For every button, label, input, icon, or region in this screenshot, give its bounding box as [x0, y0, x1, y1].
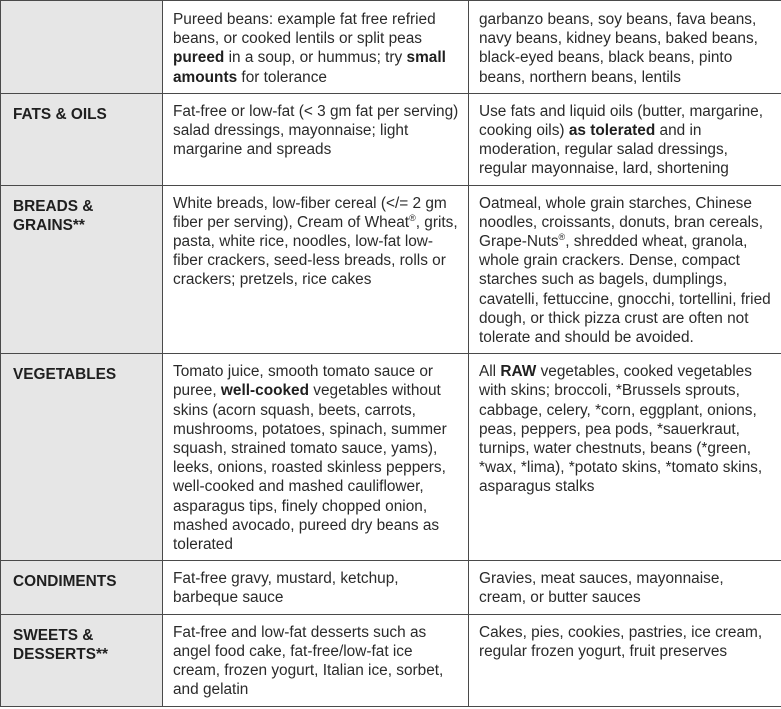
tolerated-foods-cell [163, 185, 469, 354]
cell-text: vegetables without skins (acorn squash, beets, carrots, mushrooms, potatoes, spinach, summer squash, strained tomato sauce, yams), leeks, onions, roasted skinless peppers, well-cooked and mashed cauliflower, asparagus tips, finely chopped onion, mashed avocado, pureed dry beans as tolerated [173, 382, 447, 554]
category-cell: FATS & OILS [1, 93, 163, 185]
cell-text: Fat-free and low-fat desserts such as angel food cake, fat-free/low-fat ice cream, frozen yogurt, Italian ice, sorbet, and gelatin [173, 623, 444, 699]
category-cell: VEGETABLES [1, 354, 163, 561]
avoid-foods-cell [469, 354, 781, 561]
cell-text: , shredded wheat, granola, whole grain crackers. Dense, compact starches such as bagels, dumplings, cavatelli, fettuccine, gnocchi, tortellini, fried dough, or thick pizza crust are often not tolerate and should be avoided. [479, 233, 771, 347]
category-cell: SWEETS & DESSERTS** [1, 614, 163, 706]
table-row [1, 93, 781, 185]
cell-text: garbanzo beans, soy beans, fava beans, navy beans, kidney beans, baked beans, black-eyed beans, black beans, pinto beans, northern beans, lentils [479, 11, 758, 86]
cell-text: vegetables, cooked vegetables with skins; broccoli, *Brussels sprouts, cabbage, celery, *corn, eggplant, onions, peas, peppers, pea pods, *sauerkraut, turnips, water chestnuts, beans (*green, *wax, *lima), *potato skins, *tomato skins, asparagus stalks [479, 363, 763, 496]
category-cell: CONDIMENTS [1, 561, 163, 614]
cell-text: All [479, 363, 501, 381]
cell-text: , grits, pasta, white rice, noodles, low-fat low-fiber crackers, seed-less breads, rolls or crackers; pretzels, rice cakes [173, 213, 458, 289]
cell-text: and in moderation, regular salad dressings, regular mayonnaise, lard, shortening [479, 122, 729, 178]
avoid-foods-cell [469, 93, 781, 185]
emphasized-text: RAW [500, 363, 537, 381]
cell-text: White breads, low-fiber cereal (</= 2 gm fiber per serving), Cream of Wheat [173, 194, 447, 231]
avoid-foods-cell [469, 614, 781, 706]
table-row [1, 1, 781, 94]
emphasized-text: as tolerated [568, 122, 656, 140]
cell-text: Fat-free or low-fat (< 3 gm fat per serving) salad dressings, mayonnaise; light margarine and spreads [173, 102, 459, 159]
avoid-foods-cell [469, 1, 781, 94]
cell-text: Cakes, pies, cookies, pastries, ice cream, regular frozen yogurt, fruit preserves [479, 623, 763, 660]
cell-text: Use fats and liquid oils (butter, margarine, cooking oils) [479, 102, 764, 140]
table-row [1, 354, 781, 561]
table-body [1, 1, 781, 707]
tolerated-foods-cell [163, 1, 469, 94]
tolerated-foods-cell [163, 354, 469, 561]
category-cell [1, 1, 163, 94]
cell-text: Tomato juice, smooth tomato sauce or puree, [173, 363, 434, 400]
cell-text: Pureed beans: example fat free refried beans, or cooked lentils or split peas [173, 11, 436, 48]
emphasized-text: pureed [173, 49, 225, 67]
tolerated-foods-cell [163, 561, 469, 614]
tolerated-foods-cell [163, 93, 469, 185]
emphasized-text: well-cooked [220, 382, 310, 400]
table-row [1, 614, 781, 706]
avoid-foods-cell [469, 185, 781, 354]
table-row [1, 561, 781, 614]
emphasized-text: small amounts [173, 49, 446, 86]
registered-mark: ® [558, 232, 566, 243]
cell-text: Gravies, meat sauces, mayonnaise, cream, or butter sauces [479, 570, 724, 607]
category-cell: BREADS & GRAINS** [1, 185, 163, 354]
registered-mark: ® [409, 212, 416, 223]
cell-text: for tolerance [237, 68, 327, 86]
cell-text: Fat-free gravy, mustard, ketchup, barbeque sauce [173, 570, 399, 607]
cell-text: Oatmeal, whole grain starches, Chinese noodles, croissants, donuts, bran cereals, Grape-Nuts [479, 194, 764, 251]
table-row [1, 185, 781, 354]
cell-text: in a soup, or hummus; try [224, 49, 407, 67]
avoid-foods-cell [469, 561, 781, 614]
tolerated-foods-cell [163, 614, 469, 706]
